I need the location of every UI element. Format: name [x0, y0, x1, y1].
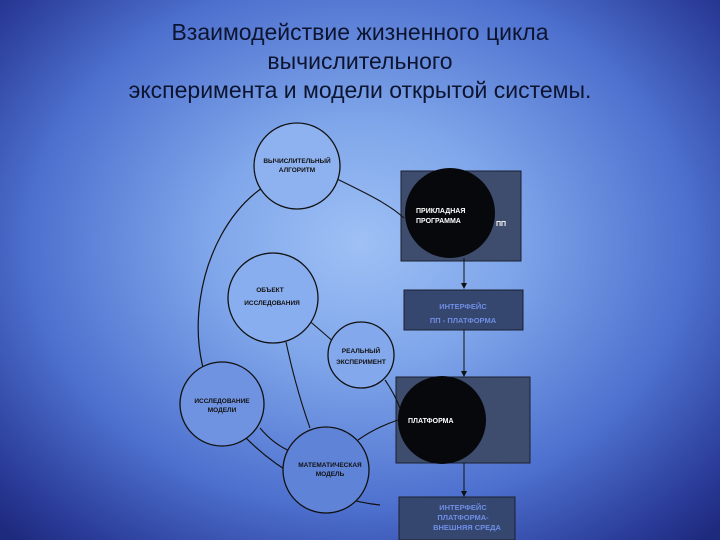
platform-label: ПЛАТФОРМА [408, 418, 454, 425]
math-model-circle [283, 427, 369, 513]
research-label-2: МОДЕЛИ [207, 407, 237, 414]
math-model-label-1: МАТЕМАТИЧЕСКАЯ [298, 462, 362, 469]
interface-pp-label-2: ПП - ПЛАТФОРМА [429, 316, 497, 325]
experiment-label-1: РЕАЛЬНЫЙ [341, 348, 381, 355]
interface-env-label-3: ВНЕШНЯЯ СРЕДА [433, 523, 501, 532]
object-label-2: ИССЛЕДОВАНИЯ [244, 300, 300, 307]
connector-algorithm-app [335, 178, 404, 218]
object-circle [228, 253, 318, 343]
math-model-label-2: МОДЕЛЬ [315, 471, 345, 478]
app-program-abbr: ПП [496, 221, 507, 228]
object-label-1: ОБЪЕКТ [256, 287, 284, 294]
title-line-2: вычислительного [267, 48, 453, 74]
algorithm-label-2: АЛГОРИТМ [278, 167, 316, 174]
experiment-label-2: ЭКСПЕРИМЕНТ [336, 359, 386, 366]
title-line-1: Взаимодействие жизненного цикла [171, 19, 549, 45]
connector-math-platform [358, 420, 398, 440]
title-line-3: эксперимента и модели открытой системы. [128, 77, 592, 103]
algorithm-label-1: ВЫЧИСЛИТЕЛЬНЫЙ [263, 158, 331, 165]
app-program-label-1: ПРИКЛАДНАЯ [416, 208, 466, 215]
experiment-circle [328, 322, 394, 388]
research-label-1: ИССЛЕДОВАНИЕ [194, 398, 250, 405]
interface-env-label-2: ПЛАТФОРМА- [437, 513, 489, 522]
algorithm-circle [254, 123, 340, 209]
connector-object-math [286, 342, 310, 428]
interface-env-label-1: ИНТЕРФЕЙС [439, 503, 487, 512]
interface-pp-label-1: ИНТЕРФЕЙС [439, 302, 487, 311]
app-program-label-2: ПРОГРАММА [416, 218, 461, 225]
connector-research-math [260, 428, 292, 452]
